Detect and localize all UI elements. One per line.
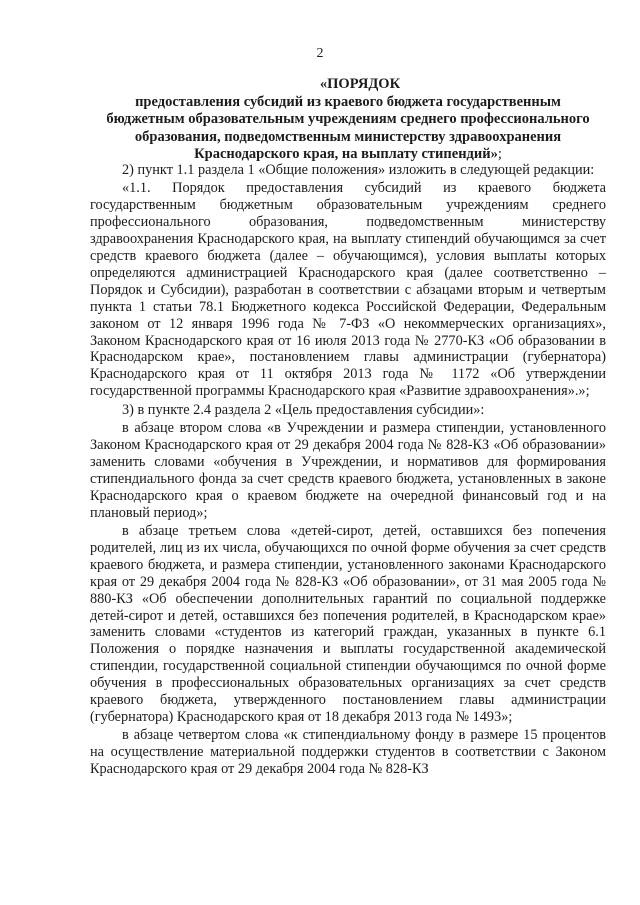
heading-title: «ПОРЯДОК xyxy=(319,76,401,92)
document-heading xyxy=(84,76,612,164)
paragraph-abzac-fourth: в абзаце четвертом слова «к стипендиальному фонду в размере 15 процентов на осуществление материальной поддержки студентов в соответствии с Законом Краснодарского края от 29 декабря 2004 года № 828-КЗ xyxy=(90,727,606,778)
paragraph-item-2: 2) пункт 1.1 раздела 1 «Общие положения» изложить в следующей редакции: xyxy=(122,162,595,178)
heading-line-2: предоставления субсидий из краевого бюджета государственным xyxy=(135,93,561,110)
heading-line-5-text: Краснодарского края, на выплату стипендий» xyxy=(194,146,498,162)
paragraph-abzac-third: в абзаце третьем слова «детей-сирот, детей, оставшихся без попечения родителей, лиц из их числа, обучающихся по очной форме обучения за счет средств краевого бюджета, и размера стипендии, установленного законами Краснодарского края от 29 декабря 2004 года № 828-КЗ «Об образовании», от 31 мая 2005 года № 880-КЗ «Об обеспечении дополнительных гарантий по социальной поддержке детей-сирот и детей, оставшихся без попечения родителей, в Краснодарском крае» заменить словами «студентов из категорий граждан, указанных в пункте 6.1 Положения о порядке назначения и выплаты государственной академической стипендии, государственной социальной стипендии обучающимся по очной форме обучения в профессиональных образовательных организациях за счет средств краевого бюджета, утвержденного постановлением главы администрации (губернатора) Краснодарского края от 18 декабря 2013 года № 1493»; xyxy=(90,523,606,725)
heading-line-4: образования, подведомственным министерству здравоохранения xyxy=(134,128,562,145)
heading-line-3: бюджетным образовательным учреждениям среднего профессионального xyxy=(106,111,590,127)
paragraph-abzac-second: в абзаце втором слова «в Учреждении и размера стипендии, установленного Законом Краснодарского края от 29 декабря 2004 года № 828-КЗ «Об образовании» заменить словами «обучения в Учреждении, и нормативов для формирования стипендиального фонда за счет средств краевого бюджета, установленных в законе Краснодарского края о краевом бюджете на очередной финансовый год и на плановый период»; xyxy=(90,420,606,521)
page-number: 2 xyxy=(316,46,324,61)
paragraph-item-3: 3) в пункте 2.4 раздела 2 «Цель предоставления субсидии»: xyxy=(122,401,485,418)
document-body xyxy=(90,162,606,780)
heading-line-5-tail: ; xyxy=(497,146,502,162)
paragraph-clause-1-1: «1.1. Порядок предоставления субсидий из краевого бюджета государственным бюджетным образовательным учреждениям среднего профессионального образования, подведомственным министерству здравоохранения Краснодарского края, на выплату стипендий обучающимся за счет средств краевого бюджета (далее – обучающимся), условия выплаты которых определяются администрацией Краснодарского края (далее соответственно – Порядок и Субсидии), разработан в соответствии с абзацами вторым и четвертым пункта 1 статьи 78.1 Бюджетного кодекса Российской Федерации, Федеральным законом от 12 января 1996 года № 7-ФЗ «О некоммерческих организациях», Законом Краснодарского края от 16 июля 2013 года № 2770-КЗ «Об образовании в Краснодарском крае», постановлением главы администрации (губернатора) Краснодарского края от 11 октября 2013 года № 1172 «Об утверждении государственной программы Краснодарского края «Развитие здравоохранения».»; xyxy=(90,180,606,400)
heading-line-5 xyxy=(84,146,612,164)
